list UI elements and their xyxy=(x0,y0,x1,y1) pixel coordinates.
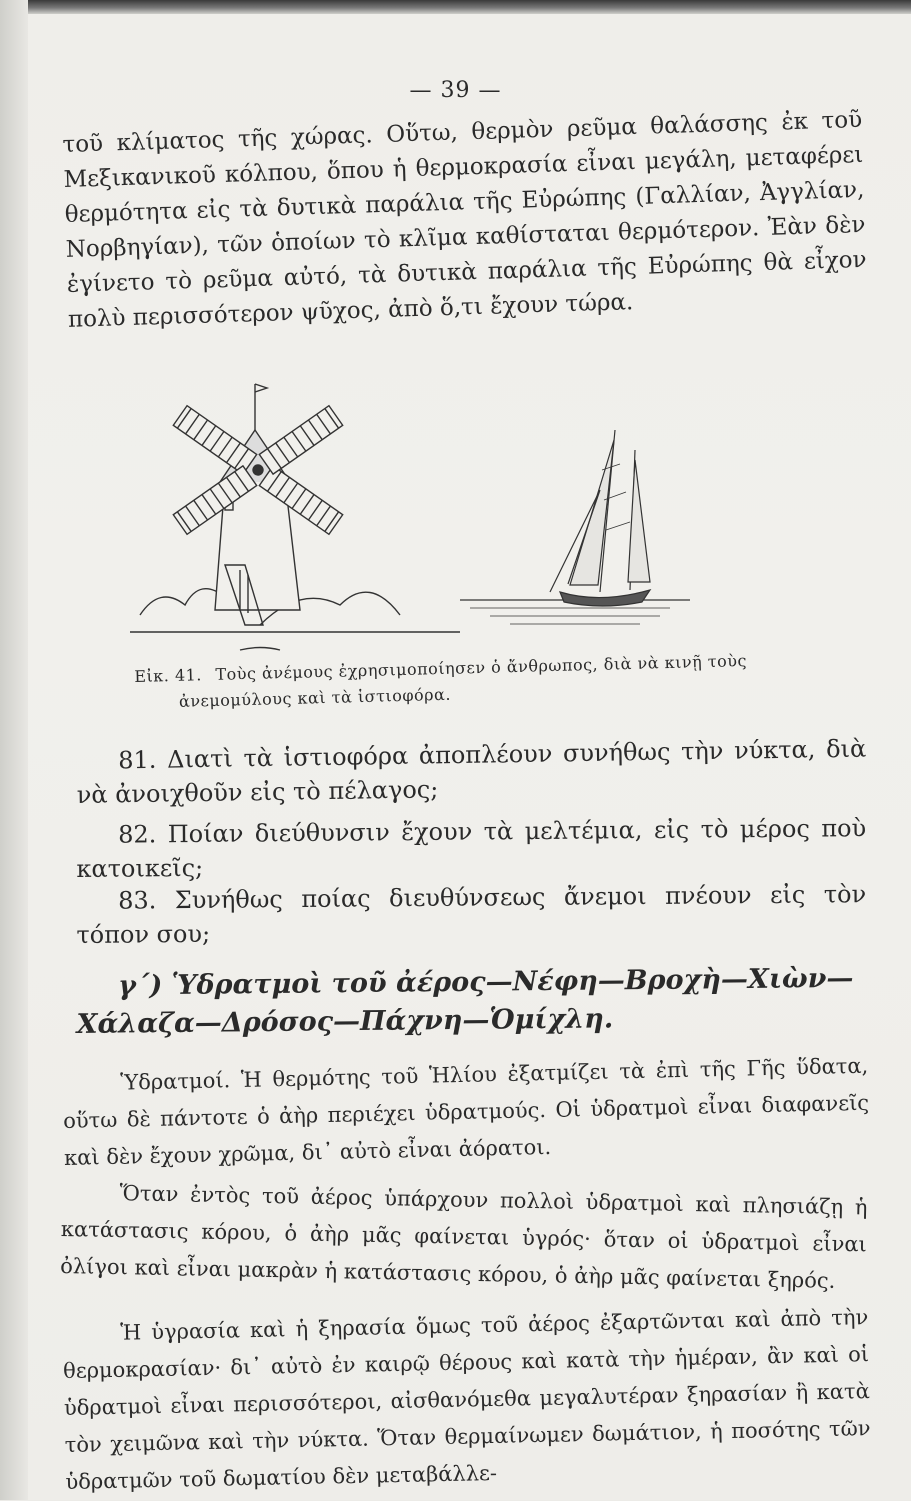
question-number: 83. xyxy=(118,886,157,915)
section-heading-text: γ΄) Ὑδρατμοὶ τοῦ ἀέρος—Νέφη—Βροχὴ—Χιὼν—Χάλαζα—Δρόσος—Πάχνη—Ὁμίχλη. xyxy=(76,962,854,1040)
windmill-drawing xyxy=(130,384,460,650)
section-heading xyxy=(76,960,867,1044)
question-text: Συνήθως ποίας διευθύνσεως ἄνεμοι πνέουν εἰς τὸν τόπον σου; xyxy=(76,880,867,949)
scan-left-edge xyxy=(0,0,28,1500)
figure-caption-line2: ἀνεμομύλους καὶ τὰ ἱστιοφόρα. xyxy=(178,684,452,711)
paragraph-text: Ὑδρατμοί. Ἡ θερμότης τοῦ Ἡλίου ἐξατμίζει τὰ ἐπὶ τῆς Γῆς ὕδατα, οὕτω δὲ πάντοτε ὁ ἀὴρ περιέχει ὑδρατμούς. Οἱ ὑδρατμοὶ εἶναι διαφανεῖς καὶ δὲν ἔχουν χρῶμα, δι᾽ αὐτὸ εἶναι ἀόρατοι. xyxy=(62,1053,870,1170)
question-81 xyxy=(76,732,867,812)
sailing-ship-drawing xyxy=(460,430,690,624)
question-number: 81. xyxy=(118,745,157,775)
page-number: — 39 — xyxy=(409,78,502,103)
paragraph-text: Ἡ ὑγρασία καὶ ἡ ξηρασία ὅμως τοῦ ἀέρος ἐξαρτῶνται καὶ ἀπὸ τὴν θερμοκρασίαν· δι᾽ αὐτὸ ἐν καιρῷ θέρους καὶ κατὰ τὴν ἡμέραν, ἂν καὶ οἱ ὑδρατμοὶ εἶναι περισσότεροι, αἰσθανόμεθα μεγαλυτέραν ξηρασίαν ἢ κατὰ τὸν χειμῶνα καὶ τὴν νύκτα. Ὅταν θερμαίνωμεν δωμάτιον, ἡ ποσότης τῶν ὑδρατμῶν τοῦ δωματίου δὲν μεταβάλλε- xyxy=(62,1305,871,1494)
paragraph-climate: τοῦ κλίματος τῆς χώρας. Οὕτω, θερμὸν ρεῦμα θαλάσσης ἐκ τοῦ Μεξικανικοῦ κόλπου, ὅπου ἡ θερμοκρασία εἶναι μεγάλη, μεταφέρει θερμότητα εἰς τὰ δυτικὰ παράλια τῆς Εὐρώπης (Γαλλίαν, Ἀγγλίαν, Νορβηγίαν), τῶν ὁποίων τὸ κλῖμα καθίσταται θερμότερον. Ἐὰν δὲν ἐγίνετο τὸ ρεῦμα αὐτό, τὰ δυτικὰ παράλια τῆς Εὐρώπης θὰ εἶχον πολὺ περισσότερον ψῦχος, ἀπὸ ὅ,τι ἔχουν τώρα. xyxy=(62,106,867,333)
figure-41-illustration xyxy=(130,370,690,670)
question-text: Διατὶ τὰ ἱστιοφόρα ἀποπλέουν συνήθως τὴν νύκτα, διὰ νὰ ἀνοιχθοῦν εἰς τὸ πέλαγος; xyxy=(76,734,867,809)
question-number: 82. xyxy=(118,820,157,849)
figure-caption-line1: Τοὺς ἀνέμους ἐχρησιμοποίησεν ὁ ἄνθρωπος, διὰ νὰ κινῇ τοὺς xyxy=(215,650,748,684)
paragraph-humidity-temperature xyxy=(62,1299,872,1501)
paragraph-humid-air xyxy=(60,1174,868,1300)
figure-label: Εἰκ. 41. xyxy=(134,665,203,686)
scan-top-edge xyxy=(0,0,911,14)
question-83 xyxy=(76,877,867,952)
paragraph-text: Ὅταν ἐντὸς τοῦ ἀέρος ὑπάρχουν πολλοὶ ὑδρατμοὶ καὶ πλησιάζῃ ἡ κατάστασις κόρου, ὁ ἀὴρ μᾶς φαίνεται ὑγρός· ὅταν οἱ ὑδρατμοὶ εἶναι ὀλίγοι καὶ εἶναι μακρὰν ἡ κατάστασις κόρου, ὁ ἀὴρ μᾶς φαίνεται ξηρός. xyxy=(60,1181,868,1293)
paragraph-water-vapour xyxy=(62,1048,870,1177)
question-text: Ποίαν διεύθυνσιν ἔχουν τὰ μελτέμια, εἰς τὸ μέρος ποὺ κατοικεῖς; xyxy=(76,814,867,883)
question-82 xyxy=(76,811,867,886)
